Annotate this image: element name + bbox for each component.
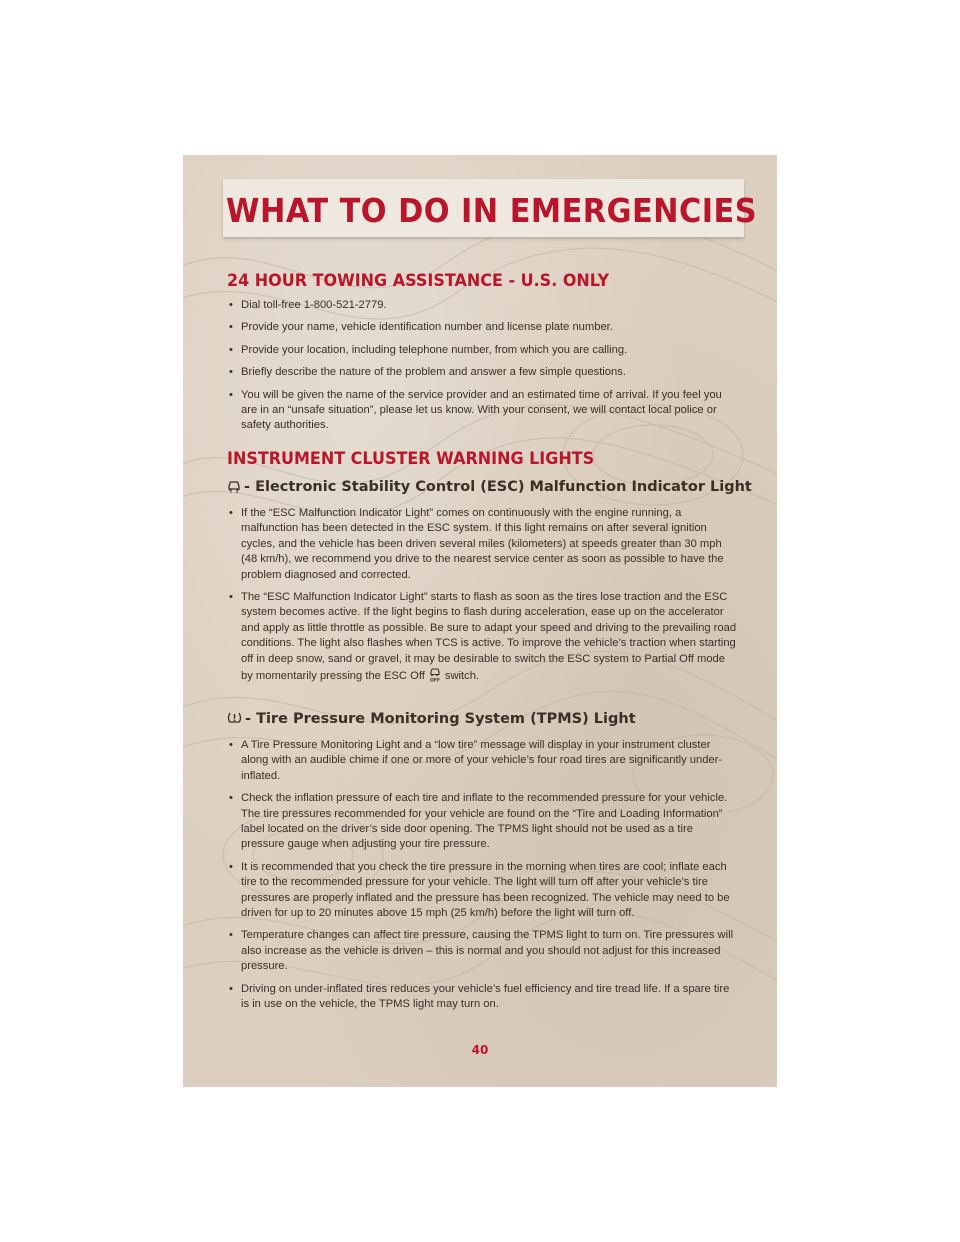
list-item: • You will be given the name of the service provider and an estimated time of arrival. If you feel you are in an “unsafe situation”, please let us know. With your consent, we will contact local police or safety authorities. [227, 388, 739, 434]
list-item: • Provide your location, including telephone number, from which you are calling. [227, 343, 739, 358]
esc-heading-text: - Electronic Stability Control (ESC) Malfunction Indicator Light [244, 479, 752, 495]
esc-item-text-end: switch. [444, 670, 480, 683]
tpms-heading [227, 711, 636, 729]
esc-list [227, 506, 739, 694]
list-item: • A Tire Pressure Monitoring Light and a “low tire” message will display in your instrument cluster along with an audible chime if one or more of your vehicle’s four road tires are significantly under-inflated. [227, 738, 739, 784]
list-item: • Driving on under-inflated tires reduces your vehicle’s fuel efficiency and tire tread life. If a spare tire is in use on the vehicle, the TPMS light may turn on. [227, 982, 739, 1013]
esc-item-text: The “ESC Malfunction Indicator Light” starts to flash as soon as the tires lose traction and the ESC system becomes active. If the light begins to flash during acceleration, ease up on the accelerator and apply as little throttle as possible. Be sure to adapt your speed and driving to the prevailing road conditions. The light also flashes when TCS is active. To improve the vehicle’s traction when starting off in deep snow, sand or gravel, it may be desirable to switch the ESC system to Partial Off mode by momentarily pressing the ESC Off [241, 591, 737, 683]
list-item: • It is recommended that you check the tire pressure in the morning when tires are cool; inflate each tire to the recommended pressure for your vehicle. The light will turn off after your vehicle’s tire pressures are properly inflated and the pressure has been recognized. The vehicle may need to be driven for up to 20 minutes above 15 mph (25 km/h) before the light will turn off. [227, 860, 739, 922]
tpms-heading-text: - Tire Pressure Monitoring System (TPMS) Light [245, 711, 636, 727]
list-item: • Provide your name, vehicle identification number and license plate number. [227, 320, 739, 335]
list-item: • If the “ESC Malfunction Indicator Light” comes on continuously with the engine running, a malfunction has been detected in the ESC system. If this light remains on after several ignition cycles, and the vehicle has been driven several miles (kilometers) at speeds greater than 30 mph (48 km/h), we recommend you drive to the nearest service center as soon as possible to have the problem diagnosed and corrected. [227, 506, 739, 583]
list-item: • Check the inflation pressure of each tire and inflate to the recommended pressure for your vehicle. The tire pressures recommended for your vehicle are found on the “Tire and Loading Information” label located on the driver’s side door opening. The TPMS light should not be used as a tire pressure gauge when adjusting your tire pressure. [227, 791, 739, 853]
page-number: 40 [471, 1043, 489, 1057]
esc-off-icon [428, 667, 442, 687]
page-title: WHAT TO DO IN EMERGENCIES [226, 191, 758, 230]
list-item [227, 590, 739, 687]
section-heading-towing: 24 HOUR TOWING ASSISTANCE - U.S. ONLY [227, 271, 610, 291]
esc-off-icon-label: OFF [429, 678, 440, 683]
esc-skid-car-icon [227, 479, 241, 497]
tire-pressure-warning-icon [227, 711, 242, 729]
list-item: • Dial toll-free 1-800-521-2779. [227, 298, 739, 313]
esc-heading [227, 479, 752, 497]
section-heading-warning-lights: INSTRUMENT CLUSTER WARNING LIGHTS [227, 449, 595, 469]
list-item: • Temperature changes can affect tire pressure, causing the TPMS light to turn on. Tire pressures will also increase as the vehicle is driven – this is normal and you should not adjust for this increased pressure. [227, 928, 739, 974]
manual-page [183, 155, 777, 1087]
list-item: • Briefly describe the nature of the problem and answer a few simple questions. [227, 365, 739, 380]
tpms-list [227, 738, 739, 1020]
towing-list [227, 298, 739, 441]
